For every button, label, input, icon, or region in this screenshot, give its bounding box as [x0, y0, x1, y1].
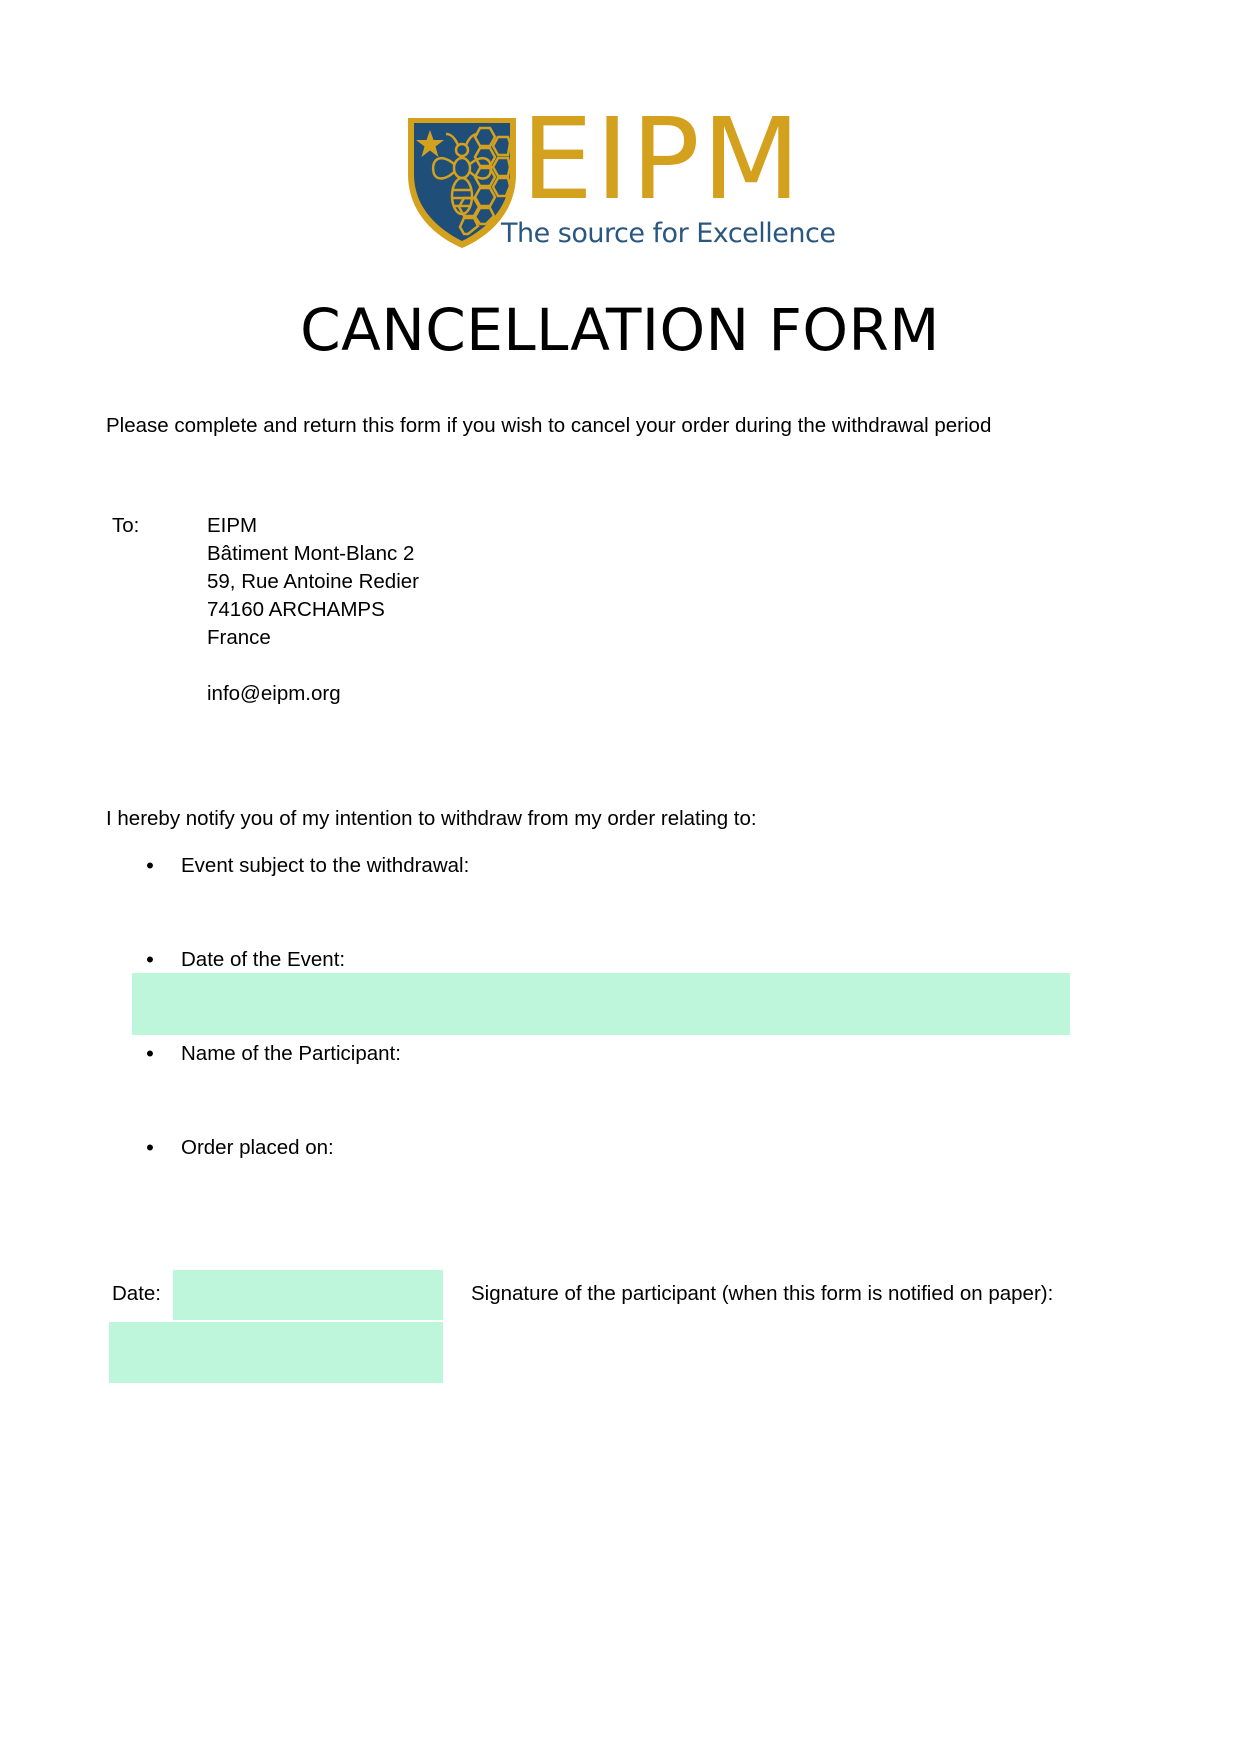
logo-wordmark: EIPM	[521, 95, 803, 225]
event-date-field[interactable]	[132, 973, 1070, 1035]
notify-text: I hereby notify you of my intention to withdraw from my order relating to:	[106, 807, 757, 830]
intro-text: Please complete and return this form if you wish to cancel your order during the withdrawal period	[106, 414, 992, 437]
list-item-label: Event subject to the withdrawal:	[181, 854, 470, 877]
list-item-label: Order placed on:	[181, 1136, 334, 1159]
bullet-icon: •	[146, 1041, 154, 1066]
eipm-logo	[406, 95, 836, 252]
list-item-label: Date of the Event:	[181, 948, 346, 971]
date-field[interactable]	[173, 1270, 443, 1320]
logo-tagline: The source for Excellence	[501, 218, 836, 249]
bullet-icon: •	[146, 947, 154, 972]
address-line: EIPM	[207, 514, 258, 537]
address-email: info@eipm.org	[207, 682, 341, 705]
date-field-extra[interactable]	[109, 1322, 443, 1383]
address-line: 59, Rue Antoine Redier	[207, 570, 419, 593]
address-line: 74160 ARCHAMPS	[207, 598, 385, 621]
address-line: France	[207, 626, 271, 649]
to-label: To:	[112, 514, 140, 537]
page-title: CANCELLATION FORM	[300, 296, 940, 364]
list-item-label: Name of the Participant:	[181, 1042, 401, 1065]
address-line: Bâtiment Mont-Blanc 2	[207, 542, 415, 565]
address-block	[207, 512, 419, 708]
signature-label: Signature of the participant (when this form is notified on paper):	[471, 1282, 1054, 1305]
address-spacer	[207, 652, 419, 680]
bullet-icon: •	[146, 853, 154, 878]
bullet-icon: •	[146, 1135, 154, 1160]
date-label: Date:	[112, 1282, 161, 1305]
